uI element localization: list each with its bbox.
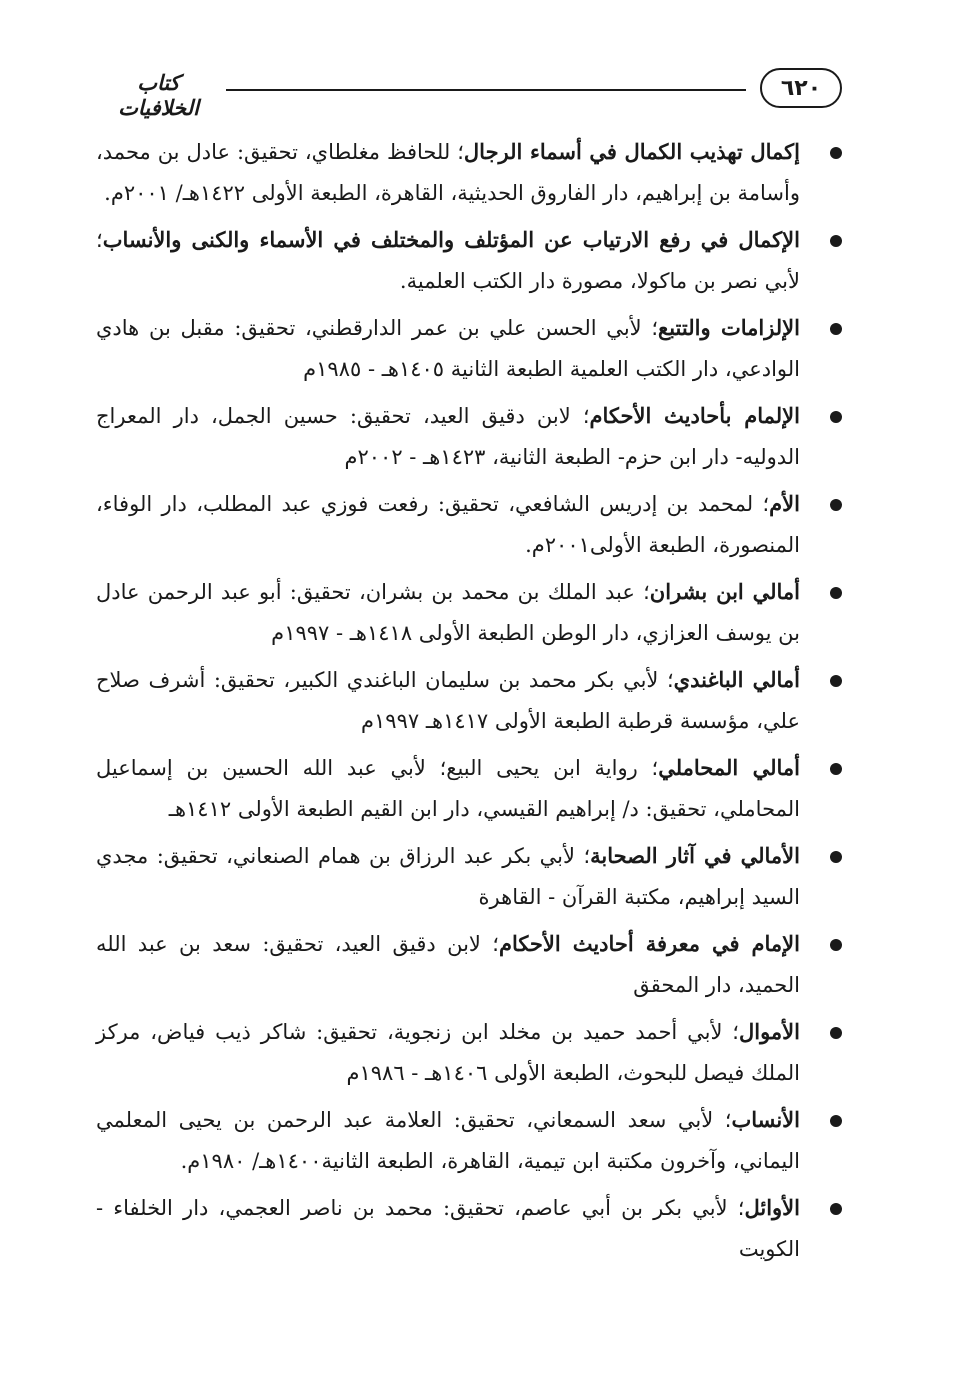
bullet-icon	[830, 851, 842, 863]
bibliography-entry	[96, 924, 848, 1005]
bibliography-entry	[96, 1100, 848, 1181]
entry-title: الأموال	[738, 1019, 800, 1044]
bibliography-entry	[96, 132, 848, 213]
entry-text: ؛ لأبي سعد السمعاني، تحقيق: العلامة عبد الرحمن بن يحيى المعلمي اليماني، وآخرون مكتبة ابن تيمية، القاهرة، الطبعة الثانية١٤٠٠هـ/ ١٩٨٠م.	[96, 1108, 800, 1173]
entry-title: أمالي الباغندي	[673, 667, 800, 692]
entry-title: الأنساب	[731, 1107, 800, 1132]
bullet-icon	[830, 1203, 842, 1215]
bullet-icon	[830, 499, 842, 511]
bibliography-entry	[96, 220, 848, 301]
bibliography-entry	[96, 308, 848, 389]
entry-text: ؛ عبد الملك بن محمد بن بشران، تحقيق: أبو عبد الرحمن عادل بن يوسف العزازي، دار الوطن الطبعة الأولى ١٤١٨هـ - ١٩٩٧م	[96, 580, 800, 645]
bibliography-list	[96, 132, 848, 1276]
bibliography-entry	[96, 572, 848, 653]
bullet-icon	[830, 1027, 842, 1039]
bullet-icon	[830, 1115, 842, 1127]
entry-title: الإلمام بأحاديث الأحكام	[589, 403, 800, 428]
bullet-icon	[830, 323, 842, 335]
bullet-icon	[830, 763, 842, 775]
entry-text: ؛ لابن دقيق العيد، تحقيق: حسين الجمل، دار المعراج الدوليه- دار ابن حزم- الطبعة الثانية، ١٤٢٣هـ - ٢٠٠٢م	[96, 404, 800, 469]
entry-text: ؛ لأبي الحسن علي بن عمر الدارقطني، تحقيق: مقبل بن هادي الوادعي، دار الكتب العلمية الطبعة الثانية ١٤٠٥هـ - ١٩٨٥م	[96, 316, 800, 381]
bibliography-entry	[96, 1188, 848, 1269]
entry-title: الأوائل	[744, 1195, 800, 1220]
bibliography-entry	[96, 484, 848, 565]
entry-text: ؛ لابن دقيق العيد، تحقيق: سعد بن عبد الله الحميد، دار المحقق	[96, 932, 800, 997]
book-title: كتاب الخلافيات	[118, 70, 199, 120]
entry-title: أمالي ابن بشران	[649, 579, 800, 604]
page-header	[96, 66, 842, 126]
entry-title: أمالي المحاملي	[658, 755, 800, 780]
entry-text: ؛ للحافظ مغلطاي، تحقيق: عادل بن محمد، وأسامة بن إبراهيم، دار الفاروق الحديثية، القاهرة، الطبعة الأولى ١٤٢٢هـ/ ٢٠٠١م.	[96, 140, 800, 205]
entry-text: ؛ رواية ابن يحيى البيع؛ لأبي عبد الله الحسين بن إسماعيل المحاملي، تحقيق: د/ إبراهيم القيسي، دار ابن القيم الطبعة الأولى ١٤١٢هـ	[96, 756, 800, 821]
header-rule	[226, 89, 746, 91]
bullet-icon	[830, 147, 842, 159]
entry-title: الإلزامات والتتبع	[658, 315, 800, 340]
entry-title: إكمال تهذيب الكمال في أسماء الرجال	[463, 139, 800, 164]
entry-title: الإكمال في رفع الارتياب عن المؤتلف والمختلف في الأسماء والكنى والأنساب	[102, 227, 800, 252]
entry-text: ؛ لأبي بكر محمد بن سليمان الباغندي الكبير، تحقيق: أشرف صلاح علي، مؤسسة قرطبة الطبعة الأولى ١٤١٧هـ ١٩٩٧م	[96, 668, 800, 733]
bullet-icon	[830, 411, 842, 423]
entry-text: ؛ لأبي بكر بن أبي عاصم، تحقيق: محمد بن ناصر العجمي، دار الخلفاء - الكويت	[96, 1196, 800, 1261]
entry-text: ؛ لمحمد بن إدريس الشافعي، تحقيق: رفعت فوزي عبد المطلب، دار الوفاء، المنصورة، الطبعة الأولى٢٠٠١م.	[96, 492, 800, 557]
entry-title: الأم	[769, 491, 800, 516]
bibliography-entry	[96, 1012, 848, 1093]
bullet-icon	[830, 235, 842, 247]
bibliography-entry	[96, 836, 848, 917]
entry-title: الأمالي في آثار الصحابة	[590, 843, 800, 868]
bullet-icon	[830, 939, 842, 951]
entry-text: ؛ لأبي نصر بن ماكولا، مصورة دار الكتب العلمية.	[96, 228, 800, 293]
bibliography-entry	[96, 748, 848, 829]
page-number-badge	[760, 68, 842, 108]
bullet-icon	[830, 587, 842, 599]
entry-text: ؛ لأبي أحمد حميد بن مخلد ابن زنجوية، تحقيق: شاكر ذيب فياض، مركز الملك فيصل للبحوث، الطبعة الأولى ١٤٠٦هـ - ١٩٨٦م	[96, 1020, 800, 1085]
entry-title: الإمام في معرفة أحاديث الأحكام	[498, 931, 800, 956]
entry-text: ؛ لأبي بكر عبد الرزاق بن همام الصنعاني، تحقيق: مجدي السيد إبراهيم، مكتبة القرآن - القاهرة	[96, 844, 800, 909]
bibliography-entry	[96, 396, 848, 477]
bibliography-entry	[96, 660, 848, 741]
page-number: ٦٢٠	[780, 75, 822, 101]
bullet-icon	[830, 675, 842, 687]
